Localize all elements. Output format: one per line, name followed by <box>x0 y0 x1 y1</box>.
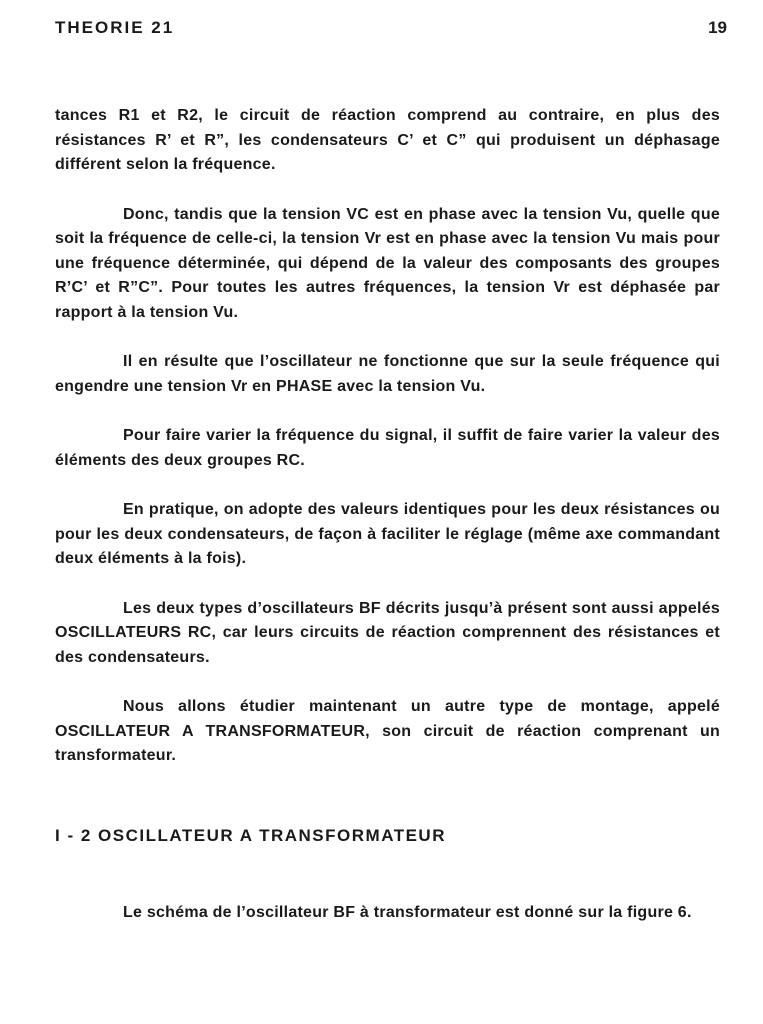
paragraph-1: tances R1 et R2, le circuit de réaction comprend au contraire, en plus des résistances R’ et R”, les condensateurs C’ et C” qui produisent un déphasage différent selon la fréquence. <box>55 107 720 173</box>
paragraph-6: Les deux types d’oscillateurs BF décrits jusqu’à présent sont aussi appelés OSCILLATEURS RC, car leurs circuits de réaction comprennent des résistances et des condensateurs. <box>55 599 720 666</box>
running-title: THEORIE 21 <box>55 18 175 37</box>
page-number: 19 <box>708 18 727 37</box>
paragraph-2: Donc, tandis que la tension VC est en phase avec la tension Vu, quelle que soit la fréquence de celle-ci, la tension Vr est en phase avec la tension Vu mais pour une fréquence déterminée, qui dépend de la valeur des composants des groupes R’C’ et R”C”. Pour toutes les autres fréquences, la tension Vr est déphasée par rapport à la tension Vu. <box>55 205 720 321</box>
body-text <box>55 104 720 794</box>
section-paragraph: Le schéma de l’oscillateur BF à transformateur est donné sur la figure 6. <box>123 904 692 921</box>
section-heading: I - 2 OSCILLATEUR A TRANSFORMATEUR <box>55 826 446 845</box>
paragraph-4: Pour faire varier la fréquence du signal, il suffit de faire varier la valeur des éléments des deux groupes RC. <box>55 427 720 469</box>
paragraph-7: Nous allons étudier maintenant un autre type de montage, appelé OSCILLATEUR A TRANSFORMATEUR, son circuit de réaction comprenant un transformateur. <box>55 698 720 764</box>
paragraph-5: En pratique, on adopte des valeurs identiques pour les deux résistances ou pour les deux condensateurs, de façon à faciliter le réglage (même axe commandant deux éléments à la fois). <box>55 501 720 567</box>
paragraph-3: Il en résulte que l’oscillateur ne fonctionne que sur la seule fréquence qui engendre une tension Vr en PHASE avec la tension Vu. <box>55 353 720 395</box>
